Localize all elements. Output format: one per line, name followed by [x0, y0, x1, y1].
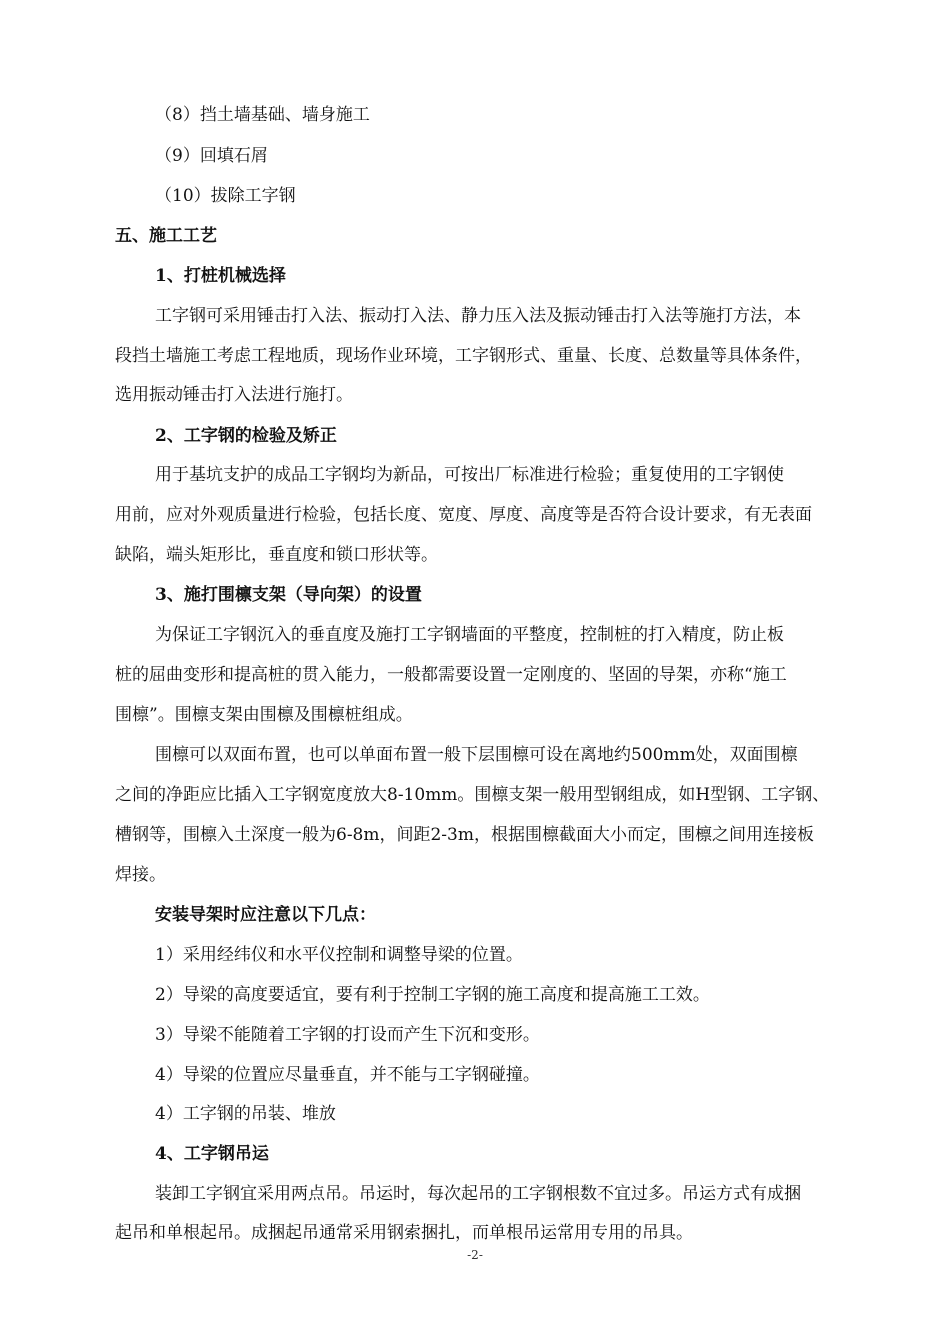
paragraph-line: 段挡土墙施工考虑工程地质，现场作业环境，工字钢形式、重量、长度、总数量等具体条件，	[115, 346, 812, 366]
paragraph-line: 用于基坑支护的成品工字钢均为新品，可按出厂标准进行检验；重复使用的工字钢使	[155, 465, 784, 485]
list-item-9: （9）回填石屑	[155, 146, 268, 166]
paragraph-line: 之间的净距应比插入工字钢宽度放大8-10mm。围檩支架一般用型钢组成，如H型钢、工字钢、	[115, 785, 830, 805]
subheading-4: 4、工字钢吊运	[155, 1144, 269, 1164]
paragraph-line: 桩的屈曲变形和提高桩的贯入能力，一般都需要设置一定刚度的、坚固的导架，亦称“施工	[115, 665, 787, 685]
list-item: 4）工字钢的吊装、堆放	[155, 1104, 336, 1124]
list-item: 1）采用经纬仪和水平仪控制和调整导梁的位置。	[155, 945, 523, 965]
list-item: 4）导梁的位置应尽量垂直，并不能与工字钢碰撞。	[155, 1065, 540, 1085]
page-number: -2-	[467, 1248, 483, 1262]
subheading-1: 1、打桩机械选择	[155, 266, 286, 286]
paragraph-line: 缺陷，端头矩形比，垂直度和锁口形状等。	[115, 545, 438, 565]
paragraph-line: 为保证工字钢沉入的垂直度及施打工字钢墙面的平整度，控制桩的打入精度，防止板	[155, 625, 784, 645]
paragraph-line: 围檩”。围檩支架由围檩及围檩桩组成。	[115, 705, 413, 725]
paragraph-line: 围檩可以双面布置，也可以单面布置一般下层围檩可设在离地约500mm处，双面围檩	[155, 745, 798, 765]
section-heading-5: 五、施工工艺	[115, 226, 217, 246]
list-item: 3）导梁不能随着工字钢的打设而产生下沉和变形。	[155, 1025, 540, 1045]
paragraph-line: 起吊和单根起吊。成捆起吊通常采用钢索捆扎，而单根吊运常用专用的吊具。	[115, 1223, 693, 1243]
paragraph-line: 焊接。	[115, 865, 166, 885]
paragraph-line: 槽钢等，围檩入土深度一般为6-8m，间距2-3m，根据围檩截面大小而定，围檩之间用连接板	[115, 825, 814, 845]
subheading-2: 2、工字钢的检验及矫正	[155, 426, 337, 446]
list-heading: 安装导架时应注意以下几点：	[155, 905, 376, 925]
list-item-8: （8）挡土墙基础、墙身施工	[155, 105, 370, 125]
paragraph-line: 工字钢可采用锤击打入法、振动打入法、静力压入法及振动锤击打入法等施打方法，本	[155, 306, 801, 326]
paragraph-line: 装卸工字钢宜采用两点吊。吊运时，每次起吊的工字钢根数不宜过多。吊运方式有成捆	[155, 1184, 801, 1204]
paragraph-line: 选用振动锤击打入法进行施打。	[115, 385, 353, 405]
list-item-10: （10）拔除工字钢	[155, 186, 296, 206]
paragraph-line: 用前，应对外观质量进行检验，包括长度、宽度、厚度、高度等是否符合设计要求，有无表面	[115, 505, 812, 525]
subheading-3: 3、施打围檩支架（导向架）的设置	[155, 585, 422, 605]
list-item: 2）导梁的高度要适宜，要有利于控制工字钢的施工高度和提高施工工效。	[155, 985, 710, 1005]
